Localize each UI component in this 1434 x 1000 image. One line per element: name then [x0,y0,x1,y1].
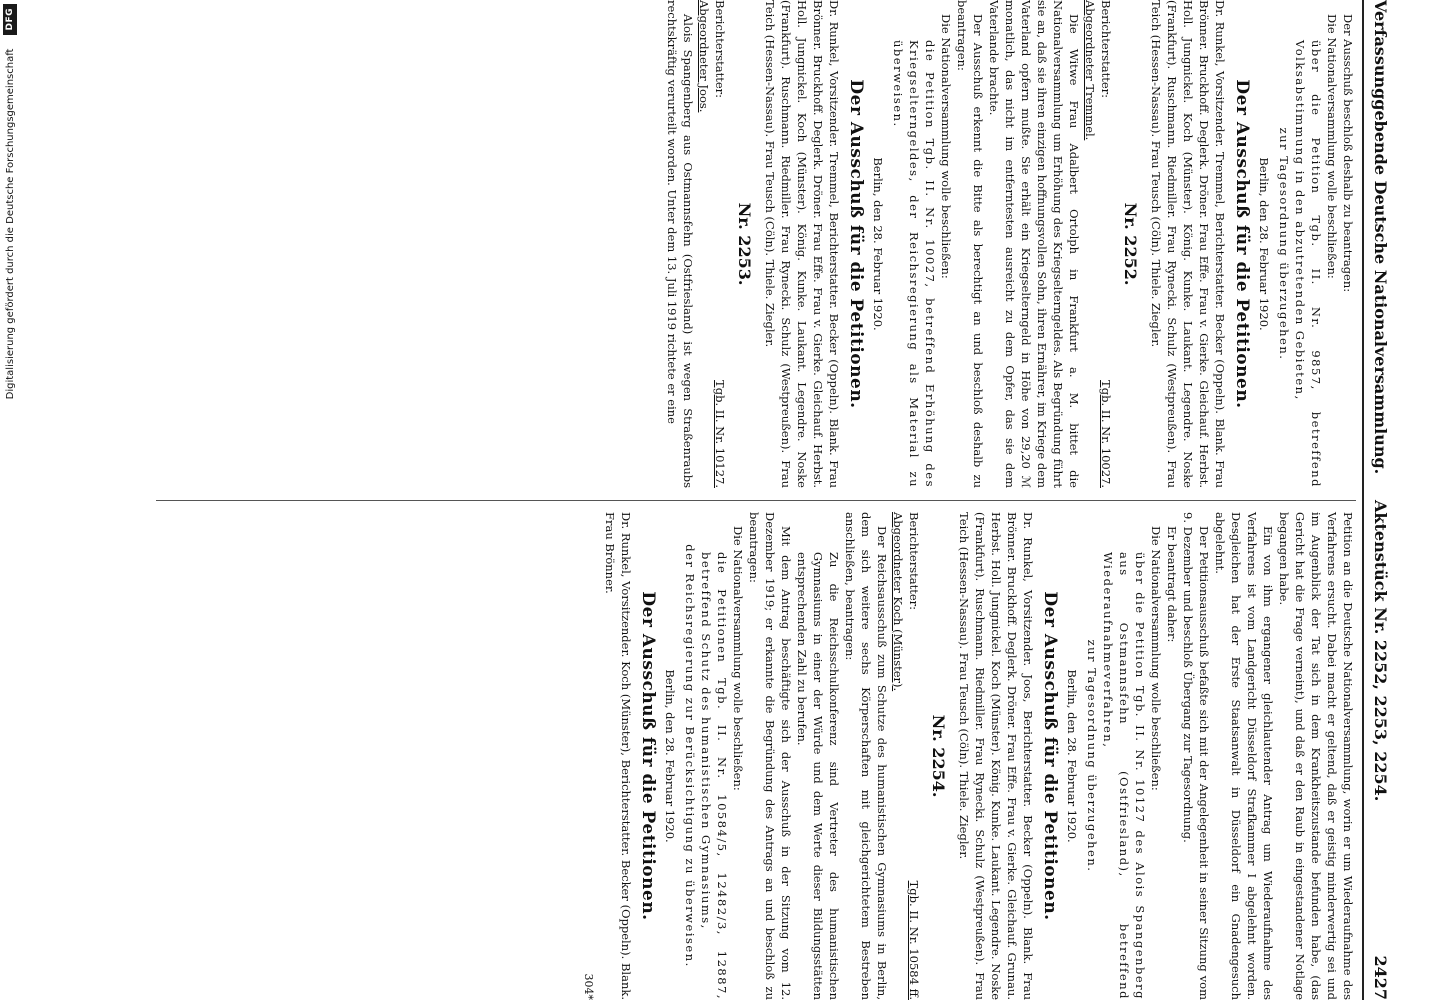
header-right: Aktenstück Nr. 2252, 2253, 2254. [1371,500,1390,802]
section-number-2254: Nr. 2254. [929,714,948,798]
left-column [156,0,1356,488]
reporter-row-2254 [890,512,922,1000]
rotated-page [120,0,1390,1000]
body-paragraph: Alois Spangenberg aus Ostmannsfehn (Ostfriesland) ist wegen Straßenraubs rechtskräftig verurteilt worden. Unter dem 13. Juli 1919 richtete er eine [665,0,695,488]
intro-text: Der Ausschuß beschloß deshalb zu beantragen: [1341,14,1355,293]
tgb-number: Tgb. II. Nr. 10584 ff. [907,880,921,1000]
resolution-text: Die Nationalversammlung wolle beschließen: [731,526,745,791]
reporter-name: Abgeordneter Tremmel. [1083,0,1097,141]
body-paragraph: Mit dem Antrag beschäftigte sich der Ausschuß in der Sitzung vom 12. Dezember 1919; er erkannte die Begründung des Antrags an und beschloß zu beantragen: [747,512,793,1000]
header-left: Verfassunggebende Deutsche Nationalversammlung. [1371,0,1390,475]
body-paragraph: Er beantragt daher: [1165,526,1179,643]
dfg-logo: DFG [3,4,17,35]
order-of-day: zur Tagesordnung überzugehen. [1085,639,1099,873]
body-paragraph: Zu die Reichsschulkonferenz sind Vertreter des humanistischen Gymnasiums in einer der Würde und dem Werte dieser Bildungsstätten entsprechenden Zahl zu berufen. [795,552,841,1000]
reporter-row-2252 [1082,0,1114,488]
tgb-number: Tgb. II. Nr. 10027. [1099,380,1113,488]
resolution-text: Die Nationalversammlung wolle beschließen: [1325,14,1339,279]
committee-heading: Der Ausschuß für die Petitionen. [1040,591,1060,921]
body-paragraph: Der Ausschuß erkennt die Bitte als berechtigt an und beschloß deshalb zu beantragen: [955,0,985,488]
page-number: 2427 [1371,955,1390,1000]
petition-text: die Petition Tgb. II. Nr. 10027, betreffend Erhöhung des Kriegselterngeldes, der Reichsregierung als Material zu überweisen. [891,40,937,488]
signature-mark: 304* [582,973,595,1000]
petition-text: die Petitionen Tgb. II. Nr. 10584/5, 12482/3, 12887, betreffend Schutz des humanistischen Gymnasiums, [699,552,729,1000]
body-paragraph: Der Petitionsausschuß befaßte sich mit der Angelegenheit in seiner Sitzung vom 9. Dezember und beschloß Übergang zur Tagesordnung. [1181,512,1211,1000]
section-number-2253: Nr. 2253. [735,202,754,286]
reporter-name: Abgeordneter Joos. [697,0,711,113]
body-paragraph: Petition an die Deutsche Nationalversammlung, worin er um Wiederaufnahme des Verfahrens ersucht. Dabei macht er geltend, daß er geistig minderwertig sei und im Augenblick der Tat sich in dem Krankheitszustande befunden habe, (das Gericht hat die Frage verneint), und daß er den Raub in eingestandener Notlage begangen habe. [1277,512,1355,1000]
header-rule [1362,0,1364,1000]
digitization-note-bar [0,0,20,1000]
committee-heading: Der Ausschuß für die Petitionen. [846,79,866,409]
order-of-day: zur Tagesordnung überzugehen. [1277,127,1291,361]
reporter-label: Berichterstatter: [713,0,727,99]
signature-block: Dr. Runkel, Vorsitzender. Tremmel, Berichterstatter. Becker (Oppeln). Blank. Frau Brönner. Bruckhoff. Deglerk. Dröner. Frau Effe. Frau v. Gierke. Gleichauf. Herbst. Holl. Jungnickel. Koch (Münster). König. Kunke. Laukant. Legendre. Noske (Frankfurt). Ruschmann. Riedmiller. Frau Rynecki. Schulz (Westpreußen). Frau Teich (Hessen-Nassau). Frau Teusch (Cöln). Thiele. Ziegler. [763,0,841,488]
signature-block: Dr. Runkel, Vorsitzender. Tremmel, Berichterstatter. Becker (Oppeln). Blank. Frau Brönner. Bruckhoff. Deglerk. Dröner. Frau Effe. Frau v. Gierke. Gleichauf. Herbst. Holl. Jungnickel. Koch (Münster). König. Kunke. Laukant. Legendre. Noske (Frankfurt). Ruschmann. Riedmiller. Frau Rynecki. Schulz (Westpreußen). Frau Teich (Hessen-Nassau). Frau Teusch (Cöln). Thiele. Ziegler. [1149,0,1227,488]
petition-text: über die Petition Tgb. II. Nr. 10127 des Alois Spangenberg aus Ostmannsfehn (Ostfriesland), betreffend Wiederaufnahmeverfahren, [1101,552,1147,1000]
section-number-2252: Nr. 2252. [1121,202,1140,286]
resolution-text: Die Nationalversammlung wolle beschließen: [1149,526,1163,791]
signature-block: Dr. Runkel, Vorsitzender. Koch (Münster), Berichterstatter. Becker (Oppeln). Blank. Frau Brönner. [603,512,633,1000]
running-header [1366,0,1390,1000]
committee-heading: Der Ausschuß für die Petitionen. [1232,79,1252,409]
petition-text: über die Petition Tgb. II. Nr. 9857, betreffend Volksabstimmung in den abzutretenden Gebieten, [1293,40,1323,488]
reporter-name: Abgeordneter Koch (Münster). [891,512,905,692]
signature-block: Dr. Runkel, Vorsitzender. Joos, Berichterstatter. Becker (Oppeln). Blank. Frau Brönner. Bruckhoff. Deglerk. Dröner. Frau Effe. Frau v. Gierke. Gleichauf. Grunau. Herbst. Holl. Jungnickel. Koch (Münster). König. Kunke. Laukant. Legendre. Noske (Frankfurt). Ruschmann. Riedmiller. Frau Rynecki. Schulz (Westpreußen). Frau Teich (Hessen-Nassau). Frau Teusch (Cöln). Thiele. Ziegler. [957,512,1035,1000]
reporter-row-2253 [696,0,728,488]
column-divider [156,500,1356,501]
resolution-text: Die Nationalversammlung wolle beschließen: [939,14,953,279]
right-column [156,512,1356,1000]
date-line: Berlin, den 28. Februar 1920. [1065,669,1079,843]
body-paragraph: Ein von ihm ergangener gleichlautender Antrag um Wiederaufnahme des Verfahrens ist vom Landgericht Düsseldorf Strafkammer I abgelehnt worden. Desgleichen hat der Erste Staatsanwalt in Düsseldorf ein Gnadengesuch abgelehnt. [1213,512,1275,1000]
scanned-page [120,0,1390,1000]
date-line: Berlin, den 28. Februar 1920. [663,669,677,843]
body-paragraph: Der Reichsausschuß zum Schutze des humanistischen Gymnasiums in Berlin, dem sich weitere sechs Körperschaften mit gleichgerichtetem Bestreben anschließen, beantragen: [843,512,889,1000]
digitization-note: Digitalisierung gefördert durch die Deutsche Forschungsgemeinschaft [4,48,16,400]
body-paragraph: Die Witwe Frau Adalbert Ortolph in Frankfurt a. M. bittet die Nationalversammlung um Erhöhung des Kriegselterngeldes. Als Begründung führt sie an, daß sie ihren einzigen hoffnungsvollen Sohn, ihren Ernährer, im Kriege dem Vaterland opfern mußte. Sie erhält ein Kriegselterngeld in Höhe von 29,20 ℳ monatlich, das nicht im entferntesten ausreicht zu dem Opfer, das sie dem Vaterlande brachte. [987,0,1081,488]
tgb-number: Tgb. II. Nr. 10127. [713,380,727,488]
reporter-label: Berichterstatter: [907,512,921,611]
committee-heading: Der Ausschuß für die Petitionen. [638,591,658,921]
date-line: Berlin, den 28. Februar 1920. [1257,157,1271,331]
order-of-day: der Reichsregierung zur Berücksichtigung zu überweisen. [683,544,697,968]
date-line: Berlin, den 28. Februar 1920. [871,157,885,331]
reporter-label: Berichterstatter: [1099,0,1113,99]
